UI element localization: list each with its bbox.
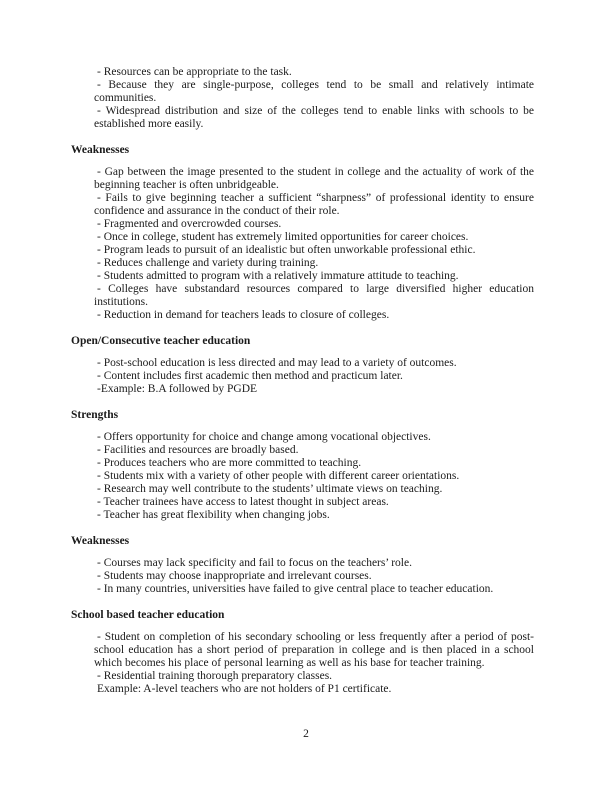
document-section	[71, 66, 534, 131]
bullet-paragraph: - Produces teachers who are more committed to teaching.	[97, 457, 362, 469]
section-heading: Weaknesses	[71, 535, 130, 547]
section-heading: School based teacher education	[71, 609, 225, 621]
bullet-paragraph: - Offers opportunity for choice and change among vocational objectives.	[97, 431, 431, 443]
bullet-paragraph: - Students may choose inappropriate and irrelevant courses.	[97, 570, 372, 582]
bullet-paragraph: - Colleges have substandard resources compared to large diversified higher education institutions.	[94, 283, 534, 308]
bullet-paragraph: - Program leads to pursuit of an idealistic but often unworkable professional ethic.	[97, 244, 476, 256]
bullet-paragraph: - Facilities and resources are broadly based.	[97, 444, 299, 456]
bullet-paragraph: - Courses may lack specificity and fail to focus on the teachers’ role.	[97, 557, 412, 569]
section-heading: Strengths	[71, 409, 119, 421]
document-section	[71, 609, 534, 696]
bullet-paragraph: - Once in college, student has extremely limited opportunities for career choices.	[97, 231, 469, 243]
bullet-paragraph: - Students mix with a variety of other people with different career orientations.	[97, 470, 460, 482]
bullet-paragraph: - Content includes first academic then method and practicum later.	[97, 370, 403, 382]
page-number: 2	[303, 728, 309, 740]
document-section	[71, 535, 534, 596]
bullet-paragraph: - In many countries, universities have failed to give central place to teacher education.	[97, 583, 494, 595]
bullet-paragraph: Example: A-level teachers who are not holders of P1 certificate.	[97, 683, 392, 695]
bullet-paragraph: - Student on completion of his secondary schooling or less frequently after a period of post-school education has a short period of preparation in college and is then placed in a school which becomes his place of personal learning as well as his base for teacher training.	[94, 631, 534, 669]
document-section	[71, 144, 534, 322]
bullet-paragraph: - Fragmented and overcrowded courses.	[97, 218, 282, 230]
bullet-paragraph: - Residential training thorough preparatory classes.	[97, 670, 333, 682]
bullet-paragraph: - Teacher trainees have access to latest thought in subject areas.	[97, 496, 389, 508]
bullet-paragraph: - Because they are single-purpose, colleges tend to be small and relatively intimate communities.	[94, 79, 534, 104]
bullet-paragraph: - Reduction in demand for teachers leads to closure of colleges.	[97, 309, 390, 321]
bullet-paragraph: - Resources can be appropriate to the task.	[97, 66, 292, 78]
bullet-paragraph: -Example: B.A followed by PGDE	[97, 383, 258, 395]
section-heading: Open/Consecutive teacher education	[71, 335, 251, 347]
section-heading: Weaknesses	[71, 144, 130, 156]
bullet-paragraph: - Research may well contribute to the students’ ultimate views on teaching.	[97, 483, 443, 495]
document-section	[71, 335, 534, 396]
document-section	[71, 409, 534, 522]
bullet-paragraph: - Teacher has great flexibility when changing jobs.	[97, 509, 330, 521]
bullet-paragraph: - Reduces challenge and variety during training.	[97, 257, 319, 269]
bullet-paragraph: - Post-school education is less directed and may lead to a variety of outcomes.	[97, 357, 457, 369]
bullet-paragraph: - Gap between the image presented to the student in college and the actuality of work of the beginning teacher is often unbridgeable.	[94, 166, 534, 191]
bullet-paragraph: - Fails to give beginning teacher a sufficient “sharpness” of professional identity to ensure confidence and assurance in the conduct of their role.	[94, 192, 534, 217]
bullet-paragraph: - Widespread distribution and size of the colleges tend to enable links with schools to be established more easily.	[94, 105, 534, 130]
bullet-paragraph: - Students admitted to program with a relatively immature attitude to teaching.	[97, 270, 459, 282]
